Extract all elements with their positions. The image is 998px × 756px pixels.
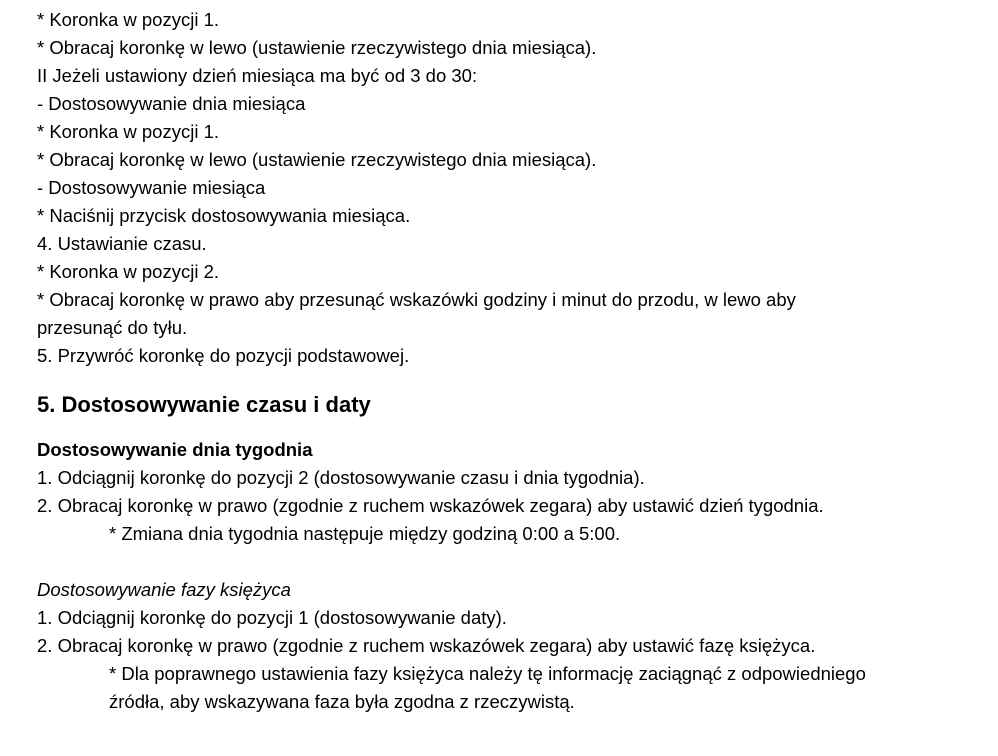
weekday-subheading: Dostosowywanie dnia tygodnia: [37, 439, 313, 460]
instruction-line: przesunąć do tyłu.: [37, 317, 188, 338]
moon-phase-section: [37, 576, 982, 716]
instruction-line: 5. Przywróć koronkę do pozycji podstawowej.: [37, 345, 410, 366]
instruction-line: - Dostosowywanie dnia miesiąca: [37, 93, 306, 114]
instruction-line: * Koronka w pozycji 1.: [37, 9, 220, 30]
moon-step: 2. Obracaj koronkę w prawo (zgodnie z ruchem wskazówek zegara) aby ustawić fazę księżyca.: [37, 635, 816, 656]
moon-step: 1. Odciągnij koronkę do pozycji 1 (dostosowywanie daty).: [37, 607, 507, 628]
instruction-line: * Koronka w pozycji 2.: [37, 261, 220, 282]
moon-note-line: * Dla poprawnego ustawienia fazy księżyca należy tę informację zaciągnąć z odpowiedniego: [109, 663, 866, 684]
moon-subheading: Dostosowywanie fazy księżyca: [37, 579, 291, 600]
instruction-line: * Koronka w pozycji 1.: [37, 121, 220, 142]
spacer: [37, 548, 982, 576]
document-page: [37, 6, 982, 716]
instruction-line: * Naciśnij przycisk dostosowywania miesiąca.: [37, 205, 411, 226]
instruction-line: - Dostosowywanie miesiąca: [37, 177, 266, 198]
instruction-line: 4. Ustawianie czasu.: [37, 233, 207, 254]
weekday-adjustment-section: [37, 436, 982, 548]
instruction-line: * Obracaj koronkę w lewo (ustawienie rzeczywistego dnia miesiąca).: [37, 37, 597, 58]
weekday-step: 2. Obracaj koronkę w prawo (zgodnie z ruchem wskazówek zegara) aby ustawić dzień tygodnia.: [37, 495, 824, 516]
section-title: 5. Dostosowywanie czasu i daty: [37, 392, 371, 417]
weekday-step: 1. Odciągnij koronkę do pozycji 2 (dostosowywanie czasu i dnia tygodnia).: [37, 467, 645, 488]
instruction-line: * Obracaj koronkę w prawo aby przesunąć wskazówki godziny i minut do przodu, w lewo aby: [37, 289, 796, 310]
instruction-line: * Obracaj koronkę w lewo (ustawienie rzeczywistego dnia miesiąca).: [37, 149, 597, 170]
intro-instructions: [37, 6, 982, 370]
moon-note-line: źródła, aby wskazywana faza była zgodna z rzeczywistą.: [109, 691, 575, 712]
weekday-note: * Zmiana dnia tygodnia następuje między godziną 0:00 a 5:00.: [109, 523, 621, 544]
instruction-line: II Jeżeli ustawiony dzień miesiąca ma być od 3 do 30:: [37, 65, 478, 86]
